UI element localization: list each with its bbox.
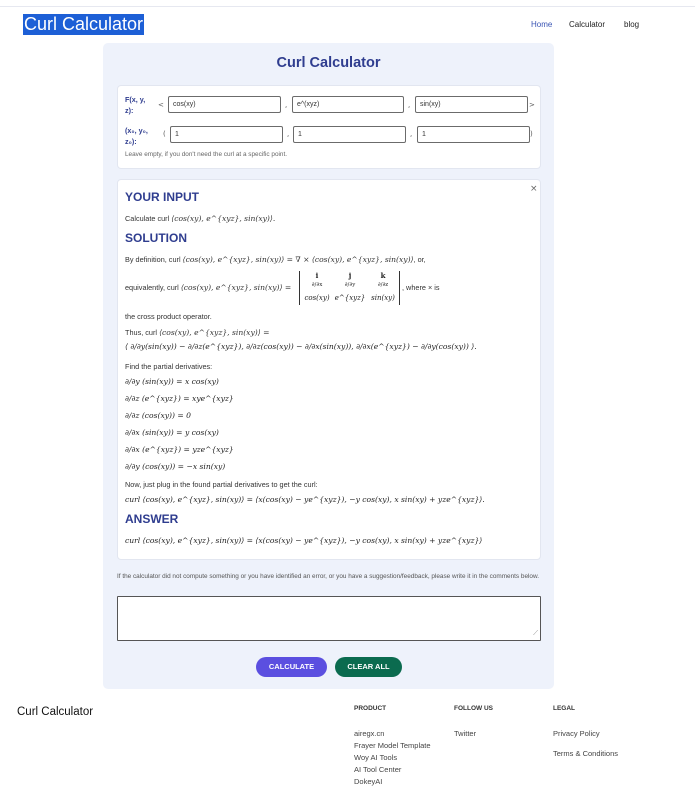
nav-home[interactable]: Home bbox=[531, 20, 553, 29]
calculate-button[interactable]: CALCULATE bbox=[256, 657, 327, 677]
footer-product-heading: PRODUCT bbox=[354, 705, 387, 712]
angle-open: < bbox=[158, 101, 164, 109]
nav-calculator[interactable]: Calculator bbox=[569, 20, 606, 29]
solution-heading: SOLUTION bbox=[125, 231, 187, 245]
footer-follow-heading: FOLLOW US bbox=[454, 705, 493, 712]
equivalent-line: equivalently, curl ⟨cos(xy), e^{xyz}, sin(xy)⟩ = bbox=[125, 283, 292, 292]
input-hint: Leave empty, if you don't need the curl at a specific point. bbox=[125, 151, 288, 158]
derivative-3: ∂/∂z (cos(xy)) = 0 bbox=[125, 411, 191, 420]
cross-product-text: the cross product operator. bbox=[125, 312, 212, 321]
footer-link-ai-tool-center[interactable]: AI Tool Center bbox=[354, 765, 402, 774]
derivative-1: ∂/∂y (sin(xy)) = x cos(xy) bbox=[125, 377, 219, 386]
find-derivatives-text: Find the partial derivatives: bbox=[125, 362, 213, 371]
answer-result: curl ⟨cos(xy), e^{xyz}, sin(xy)⟩ = ⟨x(cos(xy) − ye^{xyz}), −y cos(xy), x sin(xy) + yze^{xyz}⟩ bbox=[125, 536, 483, 545]
footer-link-twitter[interactable]: Twitter bbox=[454, 729, 477, 738]
definition-line: By definition, curl ⟨cos(xy), e^{xyz}, sin(xy)⟩ = ∇ × ⟨cos(xy), e^{xyz}, sin(xy)⟩, or, bbox=[125, 255, 426, 264]
point-y-input[interactable]: 1 bbox=[293, 126, 406, 143]
input-line: Calculate curl ⟨cos(xy), e^{xyz}, sin(xy)⟩. bbox=[125, 214, 276, 223]
comment-textarea[interactable] bbox=[117, 596, 541, 641]
footer-link-privacy[interactable]: Privacy Policy bbox=[553, 729, 600, 738]
field-z-input[interactable]: sin(xy) bbox=[415, 96, 528, 113]
plug-in-result: curl ⟨cos(xy), e^{xyz}, sin(xy)⟩ = ⟨x(cos(xy) − ye^{xyz}), −y cos(xy), x sin(xy) + yze^{xyz}⟩. bbox=[125, 495, 485, 504]
footer-brand: Curl Calculator bbox=[17, 706, 94, 718]
footer-link-frayer[interactable]: Frayer Model Template bbox=[354, 741, 431, 750]
answer-heading: ANSWER bbox=[125, 512, 179, 526]
field-x-input[interactable]: cos(xy) bbox=[168, 96, 281, 113]
field-label: F(x, y, z): bbox=[125, 95, 146, 115]
nav-blog[interactable]: blog bbox=[624, 20, 640, 29]
footer-link-airegx[interactable]: airegx.cn bbox=[354, 729, 385, 738]
where-text: , where × is bbox=[402, 283, 440, 292]
derivative-6: ∂/∂y (cos(xy)) = −x sin(xy) bbox=[125, 462, 226, 471]
feedback-text: If the calculator did not compute something or you have identified an error, or you have a suggestion/feedback, please write it in the comments below. bbox=[117, 573, 540, 580]
resize-grip-icon[interactable]: ⟋ bbox=[533, 629, 538, 637]
site-logo[interactable]: Curl Calculator bbox=[24, 14, 144, 34]
angle-close: > bbox=[529, 101, 535, 109]
clear-all-button[interactable]: CLEAR ALL bbox=[335, 657, 402, 677]
point-x-input[interactable]: 1 bbox=[170, 126, 283, 143]
footer-link-terms[interactable]: Terms & Conditions bbox=[553, 749, 619, 758]
footer-link-dokeyai[interactable]: DokeyAI bbox=[354, 777, 383, 786]
derivative-2: ∂/∂z (e^{xyz}) = xye^{xyz} bbox=[125, 394, 234, 403]
point-z-input[interactable]: 1 bbox=[417, 126, 530, 143]
top-border bbox=[0, 6, 695, 7]
your-input-heading: YOUR INPUT bbox=[125, 190, 200, 204]
point-label: (x₀, y₀, z₀): bbox=[125, 126, 148, 146]
footer-link-woy[interactable]: Woy AI Tools bbox=[354, 753, 398, 762]
derivative-4: ∂/∂x (sin(xy)) = y cos(xy) bbox=[125, 428, 219, 437]
field-y-input[interactable]: e^(xyz) bbox=[292, 96, 404, 113]
footer-legal-heading: LEGAL bbox=[553, 705, 576, 712]
thus-expression: ⟨ ∂/∂y(sin(xy)) − ∂/∂z(e^{xyz}), ∂/∂z(cos(xy)) − ∂/∂x(sin(xy)), ∂/∂x(e^{xyz}) − ∂/∂y(cos(xy)) ⟩. bbox=[125, 342, 477, 351]
close-icon[interactable]: × bbox=[530, 184, 538, 194]
determinant-matrix: i j k ∂/∂x ∂/∂y ∂/∂z cos(xy) e^{xyz} sin(xy) bbox=[299, 271, 400, 305]
page-title: Curl Calculator bbox=[276, 55, 381, 71]
derivative-5: ∂/∂x (e^{xyz}) = yze^{xyz} bbox=[125, 445, 234, 454]
thus-line: Thus, curl ⟨cos(xy), e^{xyz}, sin(xy)⟩ = bbox=[125, 328, 270, 337]
plug-in-text: Now, just plug in the found partial derivatives to get the curl: bbox=[125, 480, 318, 489]
